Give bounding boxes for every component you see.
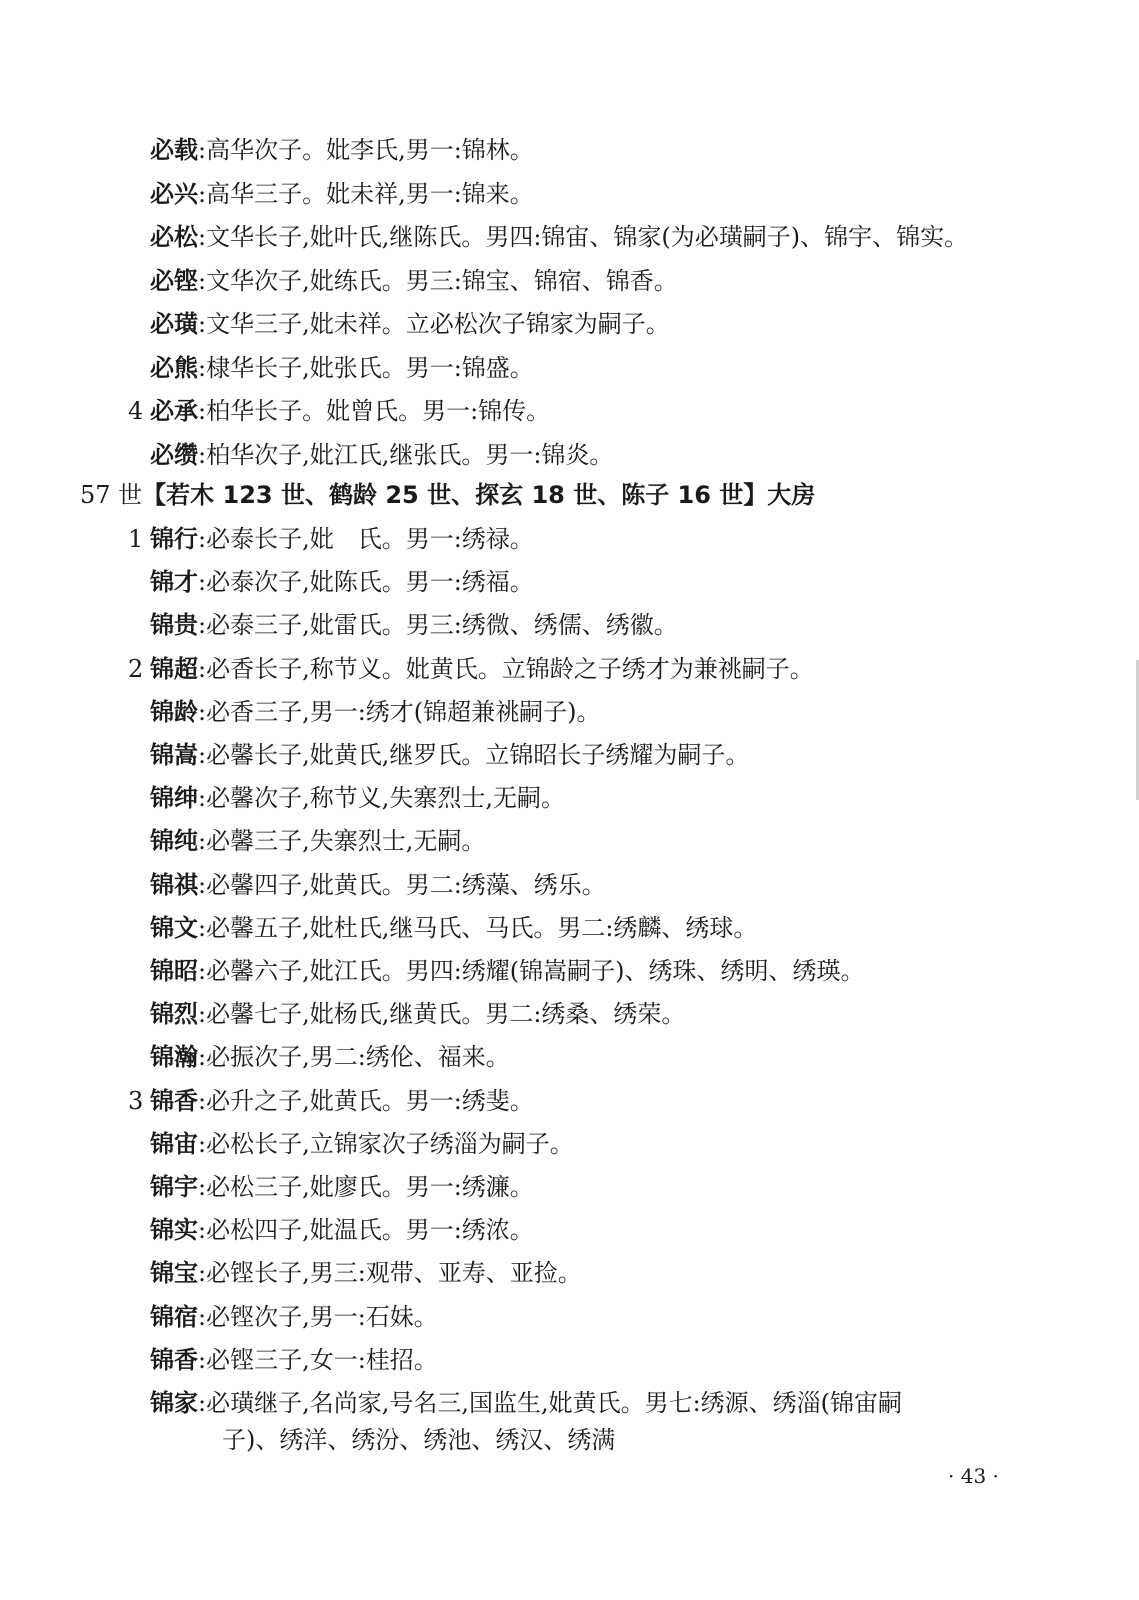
person-name: 锦香	[150, 1345, 198, 1374]
genealogy-entry	[128, 999, 685, 1029]
genealogy-entry	[128, 654, 814, 684]
genealogy-entry	[128, 135, 534, 165]
genealogy-entry	[128, 783, 565, 813]
person-name: 必承	[150, 397, 198, 425]
entry-text: :柏华次子,妣江氏,继张氏。男一:锦炎。	[198, 440, 614, 469]
entry-text: :必馨四子,妣黄氏。男二:绣藻、绣乐。	[198, 870, 606, 899]
genealogy-entry	[128, 440, 613, 470]
person-name: 锦文	[150, 913, 198, 942]
person-name: 锦龄	[150, 697, 198, 726]
person-name: 锦宝	[150, 1259, 198, 1288]
entry-text: :文华长子,妣叶氏,继陈氏。男四:锦宙、锦家(为必璜嗣子)、锦宇、锦实。	[198, 223, 969, 251]
branch-number: 1	[128, 525, 144, 553]
entry-text: :必香三子,男一:绣才(锦超兼祧嗣子)。	[198, 697, 601, 726]
person-name: 锦宇	[150, 1173, 198, 1201]
continuation-line: 子)、绣洋、绣汾、绣池、绣汉、绣满	[222, 1426, 616, 1454]
genealogy-entry	[128, 1388, 902, 1418]
person-name: 锦才	[150, 568, 198, 597]
entry-text: :必松四子,妣温氏。男一:绣浓。	[198, 1216, 534, 1245]
generation-lineage: 【若木 123 世、鹤龄 25 世、探玄 18 世、陈子 16 世】大房	[142, 481, 816, 509]
branch-number: 3	[128, 1086, 144, 1115]
genealogy-entry	[128, 222, 968, 252]
entry-text: :必馨七子,妣杨氏,继黄氏。男二:绣桑、绣荣。	[198, 1000, 686, 1029]
genealogy-entry	[128, 309, 670, 339]
person-name: 锦绅	[150, 784, 198, 813]
branch-number: 4	[128, 397, 144, 425]
person-name: 必熊	[150, 353, 198, 382]
genealogy-entry	[128, 1345, 438, 1375]
entry-text: :文华次子,妣练氏。男三:锦宝、锦宿、锦香。	[198, 266, 678, 295]
entry-text: :必升之子,妣黄氏。男一:绣斐。	[198, 1086, 534, 1115]
person-name: 锦昭	[150, 957, 198, 985]
person-name: 锦行	[150, 525, 198, 553]
branch-number: 2	[128, 654, 144, 683]
person-name: 锦超	[150, 654, 198, 683]
genealogy-entry	[128, 524, 534, 554]
person-name: 锦贵	[150, 611, 198, 640]
person-name: 必载	[150, 136, 198, 164]
person-name: 必兴	[150, 179, 198, 208]
entry-text: :必铿三子,女一:桂招。	[198, 1345, 438, 1374]
entry-text: :必振次子,男二:绣伦、福来。	[198, 1043, 510, 1072]
person-name: 锦瀚	[150, 1043, 198, 1072]
genealogy-entry	[128, 1215, 534, 1245]
entry-text: :必馨六子,妣江氏。男四:绣耀(锦嵩嗣子)、绣珠、绣明、绣瑛。	[198, 957, 865, 985]
genealogy-entry	[128, 179, 534, 209]
entry-text: :必泰长子,妣 氏。男一:绣禄。	[198, 525, 534, 553]
person-name: 必铿	[150, 266, 198, 295]
entry-text: :高华次子。妣李氏,男一:锦林。	[198, 136, 534, 164]
entry-text: :必铿次子,男一:石妹。	[198, 1302, 438, 1331]
person-name: 必璜	[150, 310, 198, 338]
person-name: 锦祺	[150, 870, 198, 899]
genealogy-entry	[128, 266, 678, 296]
genealogy-entry	[128, 1302, 438, 1332]
entry-text: :必馨三子,失寨烈士,无嗣。	[198, 827, 486, 856]
person-name: 锦宿	[150, 1302, 198, 1331]
person-name: 锦宙	[150, 1129, 198, 1158]
entry-text: :柏华长子。妣曾氏。男一:锦传。	[198, 397, 551, 425]
genealogy-entry	[128, 826, 485, 856]
genealogy-entry	[128, 567, 534, 597]
genealogy-entry	[128, 740, 749, 770]
entry-text: :文华三子,妣未祥。立必松次子锦家为嗣子。	[198, 310, 670, 338]
entry-text: :必泰次子,妣陈氏。男一:绣福。	[198, 568, 534, 597]
generation-heading	[80, 480, 815, 510]
genealogy-entry	[128, 396, 550, 426]
genealogy-entry	[128, 956, 865, 986]
person-name: 锦嵩	[150, 741, 198, 769]
genealogy-entry	[128, 870, 606, 900]
person-name: 必松	[150, 223, 198, 251]
entry-text: :必馨五子,妣杜氏,继马氏、马氏。男二:绣麟、绣球。	[198, 913, 758, 942]
entry-text: :必泰三子,妣雷氏。男三:绣微、绣儒、绣徽。	[198, 611, 678, 640]
entry-text: :必馨次子,称节义,失寨烈士,无嗣。	[198, 784, 565, 813]
page-number: · 43 ·	[948, 1464, 999, 1488]
person-name: 锦烈	[150, 1000, 198, 1029]
genealogy-entry	[128, 353, 534, 383]
entry-text: :高华三子。妣未祥,男一:锦来。	[198, 179, 534, 208]
entry-text: :必璜继子,名尚家,号名三,国监生,妣黄氏。男七:绣源、绣淄(锦宙嗣	[198, 1389, 903, 1417]
entry-text: :必香长子,称节义。妣黄氏。立锦龄之子绣才为兼祧嗣子。	[198, 654, 814, 683]
generation-number: 57 世	[80, 481, 143, 509]
genealogy-entry	[128, 913, 757, 943]
genealogy-entry	[128, 1086, 534, 1116]
entry-text: :必馨长子,妣黄氏,继罗氏。立锦昭长子绣耀为嗣子。	[198, 741, 750, 769]
person-name: 锦香	[150, 1086, 198, 1115]
person-name: 锦家	[150, 1389, 198, 1417]
person-name: 必缵	[150, 440, 198, 469]
entry-text: :棣华长子,妣张氏。男一:锦盛。	[198, 353, 534, 382]
person-name: 锦纯	[150, 827, 198, 856]
genealogy-entry	[128, 1042, 510, 1072]
genealogy-entry	[128, 610, 678, 640]
entry-text: :必松三子,妣廖氏。男一:绣濂。	[198, 1173, 534, 1201]
genealogy-entry	[128, 1172, 534, 1202]
genealogy-entry	[128, 1129, 574, 1159]
genealogy-entry	[128, 697, 601, 727]
person-name: 锦实	[150, 1216, 198, 1245]
genealogy-entry	[128, 1258, 582, 1288]
entry-text: :必松长子,立锦家次子绣淄为嗣子。	[198, 1129, 574, 1158]
entry-text: :必铿长子,男三:观带、亚寿、亚捡。	[198, 1259, 582, 1288]
